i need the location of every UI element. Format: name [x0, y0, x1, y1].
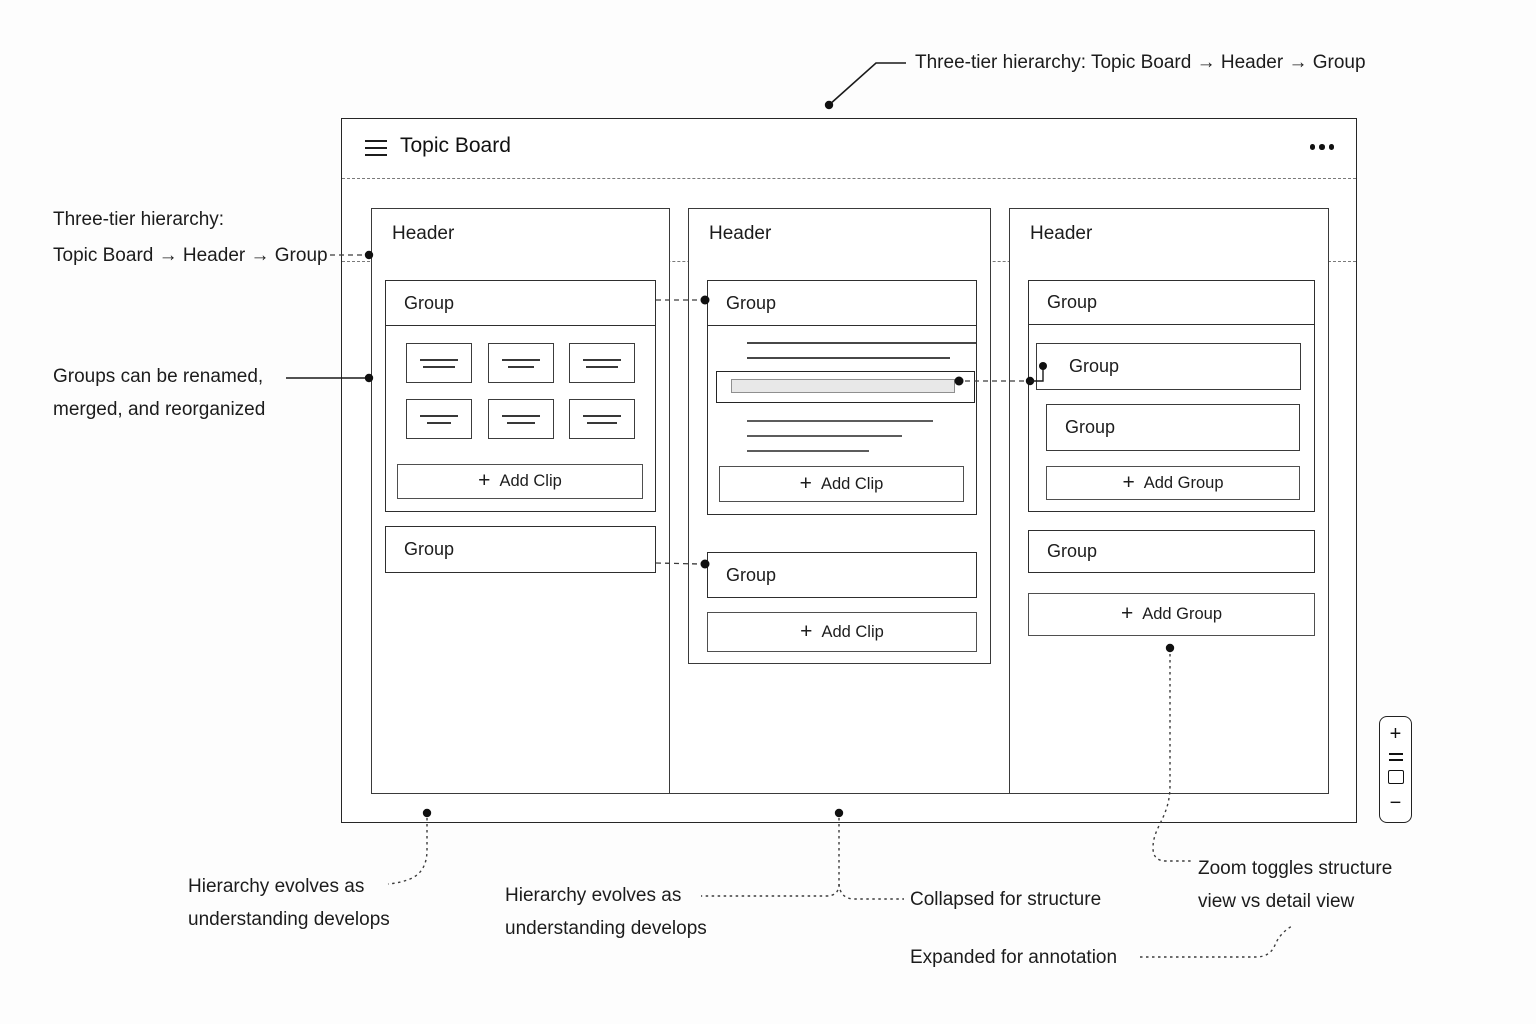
- clip-card[interactable]: [488, 399, 554, 439]
- add-group-label: Add Group: [1143, 473, 1224, 492]
- more-options-icon[interactable]: [1310, 144, 1335, 150]
- text-line: [747, 342, 976, 344]
- zoom-in-button[interactable]: +: [1389, 723, 1402, 745]
- column-1-header[interactable]: Header: [392, 223, 455, 244]
- plus-icon: +: [478, 469, 491, 492]
- zoom-out-button[interactable]: −: [1389, 791, 1402, 814]
- zoom-control: [1379, 716, 1412, 823]
- text-line: [747, 357, 950, 359]
- add-clip-button[interactable]: [719, 466, 964, 502]
- group-title[interactable]: Group: [404, 539, 455, 559]
- annotation-line: Groups can be renamed,: [53, 366, 264, 387]
- annotation-line: Hierarchy evolves as: [505, 885, 682, 906]
- annotation-line: Three-tier hierarchy:: [53, 209, 225, 230]
- annotation-left-hierarchy: [53, 202, 328, 274]
- add-group-button[interactable]: [1028, 593, 1315, 636]
- add-clip-label: Add Clip: [499, 472, 562, 490]
- annotation-top: Three-tier hierarchy: Topic Board → Header → Group: [915, 52, 1366, 73]
- structure-view-icon[interactable]: [1389, 753, 1403, 761]
- annotation-line: view vs detail view: [1198, 891, 1355, 912]
- board-title: Topic Board: [400, 134, 511, 157]
- title-separator: [342, 178, 1356, 179]
- topic-board-window: [341, 118, 1357, 823]
- clip-card[interactable]: [406, 343, 472, 383]
- annotation-expanded: Expanded for annotation: [910, 947, 1118, 968]
- text-line: [747, 450, 869, 452]
- annotation-bottom-center: [505, 879, 707, 945]
- nested-group[interactable]: [1046, 404, 1300, 451]
- add-clip-button[interactable]: [397, 464, 643, 499]
- group-box-nested: [1028, 280, 1315, 512]
- group-title[interactable]: Group: [708, 281, 976, 326]
- clip-card[interactable]: [569, 343, 635, 383]
- nested-group[interactable]: [1036, 343, 1301, 390]
- plus-icon: +: [1122, 470, 1135, 494]
- connector-top: [829, 63, 906, 105]
- group-box-collapsed: [707, 552, 977, 598]
- add-group-label: Add Group: [1142, 605, 1223, 623]
- add-clip-label: Add Clip: [821, 622, 884, 641]
- column-2: [688, 208, 991, 664]
- annotation-line: understanding develops: [505, 918, 707, 939]
- titlebar: [342, 119, 1356, 178]
- text-line: [747, 420, 933, 422]
- columns-bottom-line: [667, 793, 1012, 794]
- clip-card[interactable]: [488, 343, 554, 383]
- group-title: Group: [1069, 356, 1120, 376]
- group-box-collapsed: [1028, 530, 1315, 573]
- group-box-clips: [385, 280, 656, 512]
- column-3: [1009, 208, 1329, 794]
- annotation-collapsed: Collapsed for structure: [910, 889, 1102, 910]
- group-title[interactable]: Group: [1047, 541, 1098, 561]
- hamburger-menu-icon[interactable]: [365, 140, 387, 156]
- group-box-collapsed: [385, 526, 656, 573]
- group-title[interactable]: Group: [726, 564, 777, 585]
- plus-icon: +: [1120, 602, 1134, 625]
- annotation-line: merged, and reorganized: [53, 399, 266, 420]
- annotation-line: Topic Board → Header → Group: [53, 245, 328, 266]
- clip-grid: [386, 343, 655, 439]
- annotation-line: Hierarchy evolves as: [188, 876, 365, 897]
- text-line: [747, 435, 902, 437]
- column-2-header[interactable]: Header: [709, 223, 772, 244]
- plus-icon: +: [799, 471, 812, 495]
- add-group-button[interactable]: [1046, 466, 1300, 500]
- group-title: Group: [1065, 417, 1116, 437]
- clip-card[interactable]: [406, 399, 472, 439]
- column-3-header[interactable]: Header: [1030, 223, 1093, 244]
- column-1: [371, 208, 670, 794]
- group-title[interactable]: Group: [1029, 281, 1314, 325]
- detail-view-icon[interactable]: [1388, 770, 1404, 784]
- selected-clip[interactable]: [716, 371, 975, 403]
- annotation-left-groups: [53, 360, 265, 426]
- annotation-line: Zoom toggles structure: [1198, 858, 1393, 879]
- add-clip-button[interactable]: [707, 612, 977, 652]
- add-clip-label: Add Clip: [820, 474, 884, 493]
- group-box-document: [707, 280, 977, 515]
- group-title[interactable]: Group: [386, 281, 655, 326]
- highlighted-text: [731, 379, 955, 393]
- annotation-zoom-toggle: [1198, 852, 1392, 918]
- annotation-bottom-left: [188, 870, 390, 936]
- clip-card[interactable]: [569, 399, 635, 439]
- plus-icon: +: [800, 619, 813, 643]
- annotation-line: understanding develops: [188, 909, 390, 930]
